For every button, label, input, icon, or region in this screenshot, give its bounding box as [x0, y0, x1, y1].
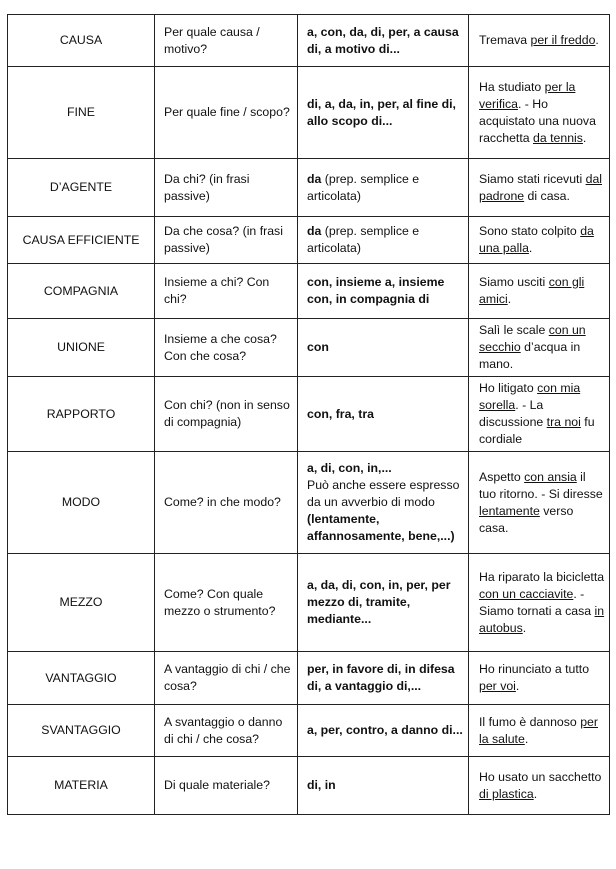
complementi-table-body: [8, 15, 610, 815]
complement-question: Come? in che modo?: [155, 452, 298, 554]
table-row: [8, 705, 610, 757]
example-highlight: dal padrone: [479, 171, 603, 203]
complement-question: Con chi? (non in senso di compagnia): [155, 377, 298, 452]
complement-prepositions: [298, 264, 469, 319]
complement-example: [469, 652, 610, 705]
example-text: .: [582, 130, 587, 145]
preposition-text: Può anche essere espresso da un avverbio di modo: [307, 478, 460, 509]
example-text: .: [522, 620, 527, 635]
complement-question: Da chi? (in frasi passive): [155, 159, 298, 217]
complement-question: Insieme a chi? Con chi?: [155, 264, 298, 319]
example-text: .: [595, 33, 599, 47]
example-highlight: con ansia: [524, 469, 577, 484]
preposition-text: a, da, di, con, in, per, per mezzo di, tramite, mediante...: [307, 578, 451, 626]
example-highlight: per la verifica: [479, 79, 576, 111]
example-highlight: di plastica: [479, 786, 534, 801]
preposition-text: da: [307, 171, 322, 186]
complement-example: [469, 159, 610, 217]
complement-prepositions: [298, 652, 469, 705]
example-text: .: [507, 292, 512, 306]
complement-name: MEZZO: [8, 554, 155, 652]
complement-name: VANTAGGIO: [8, 652, 155, 705]
complement-name: FINE: [8, 67, 155, 159]
complement-name: MATERIA: [8, 757, 155, 815]
example-text: Tremava: [479, 33, 531, 47]
example-text: .: [528, 241, 533, 255]
complement-prepositions: [298, 159, 469, 217]
table-row: [8, 159, 610, 217]
example-text: Siamo usciti: [479, 275, 549, 289]
example-text: di casa.: [524, 188, 570, 203]
example-text: Salì le scale: [479, 323, 549, 337]
complement-question: Insieme a che cosa? Con che cosa?: [155, 319, 298, 377]
table-row: [8, 377, 610, 452]
example-text: Ha studiato: [479, 79, 545, 94]
example-text: Ho usato un sacchetto: [479, 769, 602, 784]
preposition-text: (prep. semplice e articolata): [307, 224, 420, 255]
example-text: .: [524, 731, 529, 746]
example-text: . - Siamo tornati a casa: [479, 586, 595, 618]
preposition-text: di, in: [307, 778, 336, 792]
example-text: Il fumo è dannoso: [479, 714, 581, 729]
table-row: [8, 452, 610, 554]
example-text: fu cordiale: [479, 415, 595, 446]
preposition-text: a, per, contro, a danno di...: [307, 723, 463, 737]
complement-name: D’AGENTE: [8, 159, 155, 217]
example-highlight: con un cacciavite: [479, 586, 574, 601]
complement-example: [469, 452, 610, 554]
example-highlight: tra noi: [546, 415, 581, 429]
example-text: Ho litigato: [479, 381, 538, 395]
example-highlight: per il freddo: [530, 33, 596, 47]
example-text: .: [515, 679, 520, 693]
complement-example: [469, 264, 610, 319]
preposition-text: con: [307, 340, 329, 354]
example-text: Ha riparato la bicicletta: [479, 569, 605, 584]
complement-example: [469, 554, 610, 652]
table-row: [8, 319, 610, 377]
complement-name: RAPPORTO: [8, 377, 155, 452]
preposition-text: (lentamente, affannosamente, bene,...): [307, 512, 455, 543]
preposition-text: per, in favore di, in difesa di, a vantaggio di,...: [307, 662, 455, 693]
complement-name: COMPAGNIA: [8, 264, 155, 319]
table-row: [8, 652, 610, 705]
complementi-table: [7, 14, 610, 815]
example-highlight: con gli amici: [479, 275, 585, 306]
example-text: Aspetto: [479, 469, 525, 484]
complement-example: [469, 705, 610, 757]
table-row: [8, 554, 610, 652]
table-row: [8, 757, 610, 815]
preposition-text: a, con, da, di, per, a causa di, a motivo di...: [307, 24, 459, 56]
table-row: [8, 217, 610, 264]
complement-question: A svantaggio o danno di chi / che cosa?: [155, 705, 298, 757]
complement-question: Per quale fine / scopo?: [155, 67, 298, 159]
example-text: Siamo stati ricevuti: [479, 171, 586, 186]
preposition-text: da: [307, 224, 322, 238]
example-highlight: con mia sorella: [479, 381, 581, 412]
complement-question: Di quale materiale?: [155, 757, 298, 815]
example-highlight: da tennis: [533, 130, 583, 145]
example-text: .: [533, 786, 538, 801]
example-text: Ho rinunciato a tutto: [479, 662, 590, 676]
example-text: d’acqua in mano.: [479, 340, 581, 371]
complement-example: [469, 15, 610, 67]
example-highlight: per voi: [479, 679, 516, 693]
preposition-text: con, fra, tra: [307, 406, 374, 421]
complement-question: A vantaggio di chi / che cosa?: [155, 652, 298, 705]
complement-prepositions: [298, 554, 469, 652]
preposition-text: (prep. semplice e articolata): [307, 171, 420, 203]
complement-name: CAUSA EFFICIENTE: [8, 217, 155, 264]
preposition-text: a, di, con, in,...: [307, 461, 392, 475]
complement-name: UNIONE: [8, 319, 155, 377]
complement-prepositions: [298, 217, 469, 264]
complement-prepositions: [298, 67, 469, 159]
example-highlight: per la salute: [479, 714, 598, 746]
example-text: Sono stato colpito: [479, 224, 581, 238]
complement-prepositions: [298, 452, 469, 554]
example-highlight: in autobus: [479, 603, 605, 635]
example-text: . - La discussione: [479, 398, 547, 429]
example-highlight: da una palla: [479, 224, 594, 255]
example-text: il tuo ritorno. - Si diresse: [479, 469, 603, 501]
complement-example: [469, 757, 610, 815]
complement-example: [469, 377, 610, 452]
example-highlight: con un secchio: [479, 323, 586, 354]
complement-prepositions: [298, 319, 469, 377]
table-row: [8, 264, 610, 319]
complement-prepositions: [298, 705, 469, 757]
example-text: . - Ho acquistato una nuova racchetta: [479, 96, 596, 145]
table-row: [8, 67, 610, 159]
complement-name: MODO: [8, 452, 155, 554]
complement-question: Per quale causa / motivo?: [155, 15, 298, 67]
complement-question: Come? Con quale mezzo o strumento?: [155, 554, 298, 652]
preposition-text: di, a, da, in, per, al fine di, allo scopo di...: [307, 96, 456, 128]
complement-prepositions: [298, 377, 469, 452]
table-row: [8, 15, 610, 67]
complement-prepositions: [298, 757, 469, 815]
complement-example: [469, 67, 610, 159]
complement-example: [469, 319, 610, 377]
example-text: verso casa.: [479, 503, 574, 535]
example-highlight: lentamente: [479, 503, 540, 518]
complement-name: SVANTAGGIO: [8, 705, 155, 757]
complement-name: CAUSA: [8, 15, 155, 67]
preposition-text: con, insieme a, insieme con, in compagnia di: [307, 275, 445, 306]
complement-example: [469, 217, 610, 264]
complement-prepositions: [298, 15, 469, 67]
complement-question: Da che cosa? (in frasi passive): [155, 217, 298, 264]
